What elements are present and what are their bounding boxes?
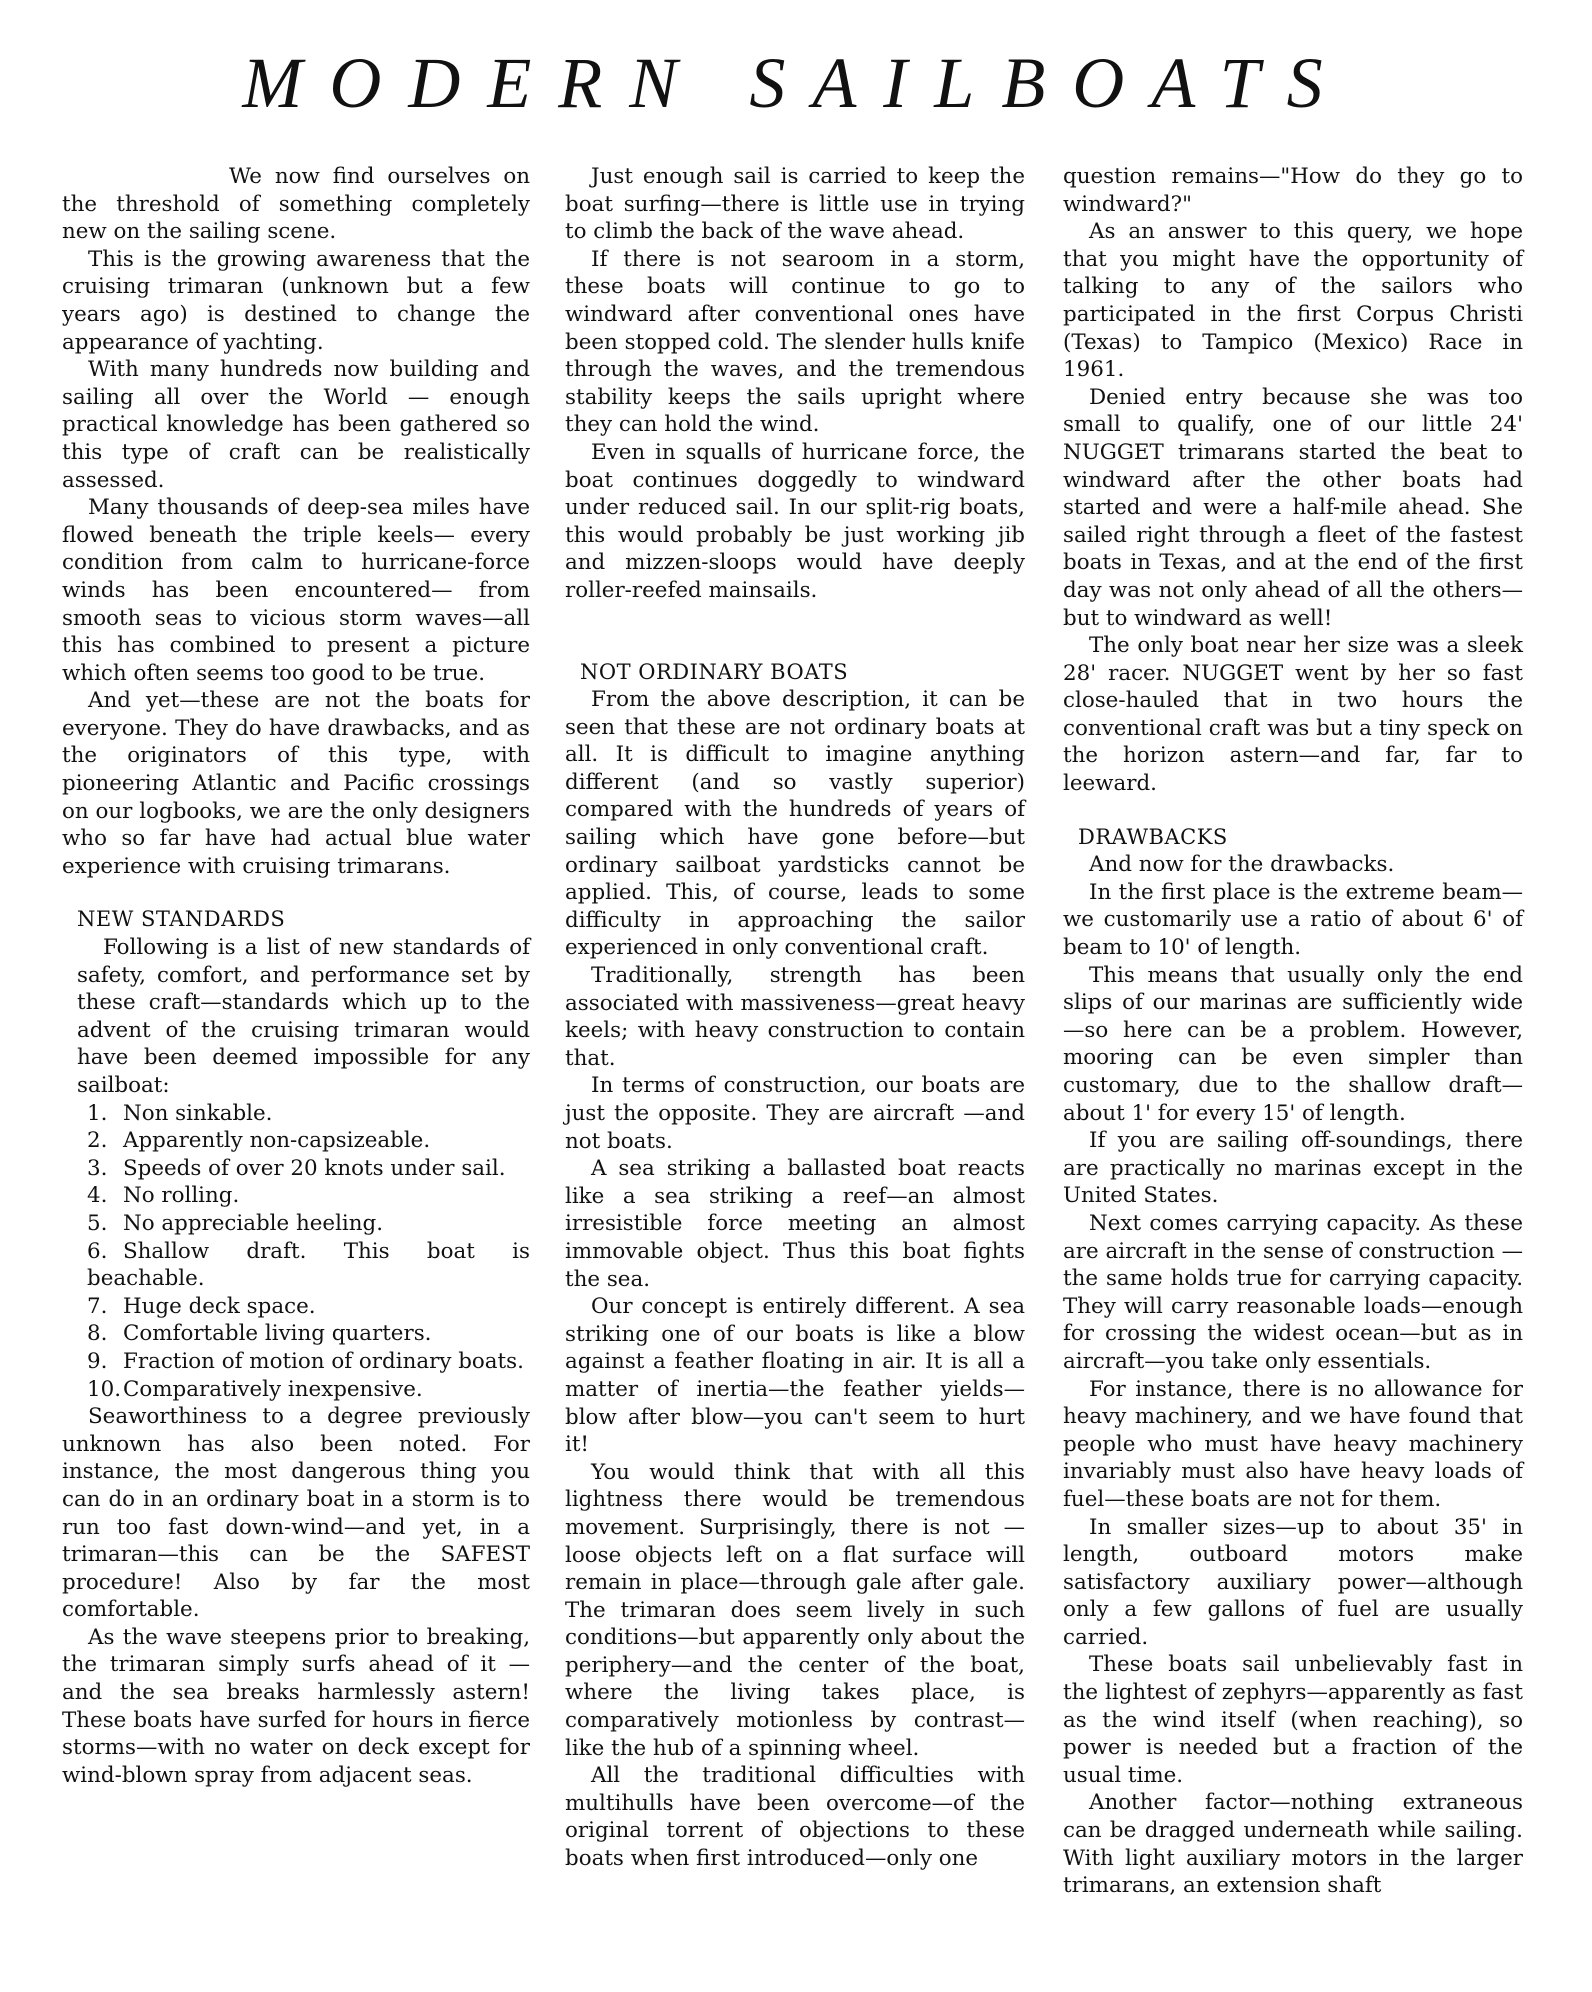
paragraph: Another factor—nothing extraneous can be dragged underneath while sailing. With light auxiliary motors in the larger trimarans, an extension shaft [1063, 1790, 1523, 1899]
list-text: No appreciable heeling. [123, 1210, 384, 1236]
column-1 [62, 163, 530, 1789]
list-item [62, 1127, 530, 1155]
paragraph: We now find ourselves on the threshold of something completely new on the sailing scene. [62, 164, 530, 245]
paragraph: Next comes carrying capacity. As these are aircraft in the sense of construction — the same holds true for carrying capacity. They will carry reasonable loads—enough for crossing the widest ocean—but as in aircraft—you take only essentials. [1063, 1210, 1523, 1374]
section-heading-drawbacks: DRAWBACKS [1078, 824, 1228, 849]
paragraph: As an answer to this query, we hope that you might have the opportunity of talking to any of the sailors who participated in the first Corpus Christi (Texas) to Tampico (Mexico) Race in 1961. [1063, 219, 1523, 383]
paragraph: The only boat near her size was a sleek 28' racer. NUGGET went by her so fast close-hauled that in two hours the conventional craft was but a tiny speck on the horizon astern—and far, far to leeward. [1063, 633, 1523, 797]
list-number: 9. [87, 1348, 108, 1374]
list-text: Apparently non-capsizeable. [123, 1128, 431, 1154]
list-text: No rolling. [123, 1183, 240, 1209]
section-heading-not-ordinary-boats: NOT ORDINARY BOATS [580, 659, 849, 684]
list-item [62, 1238, 530, 1293]
column-2 [565, 163, 1025, 1873]
paragraph: This means that usually only the end slips of our marinas are sufficiently wide—so here can be a problem. However, mooring can be even simpler than customary, due to the shallow draft— about 1' for every 15' of length. [1063, 962, 1523, 1126]
paragraph: As the wave steepens prior to breaking, the trimaran simply surfs ahead of it — and the sea breaks harmlessly astern! These boats have surfed for hours in fierce storms—with no water on deck except for wind-blown spray from adjacent seas. [62, 1624, 530, 1788]
list-number: 3. [87, 1155, 108, 1181]
paragraph: Following is a list of new standards of safety, comfort, and performance set by these craft—standards which up to the advent of the cruising trimaran would have been deemed impossible for any sailboat: [77, 935, 530, 1098]
paragraph: If you are sailing off-soundings, there are practically no marinas except in the United States. [1063, 1128, 1523, 1209]
list-number: 1. [87, 1100, 108, 1126]
list-text: Huge deck space. [123, 1293, 316, 1319]
list-number: 8. [87, 1321, 108, 1347]
list-number: 2. [87, 1128, 108, 1154]
paragraph: And now for the drawbacks. [1089, 852, 1395, 878]
list-number: 6. [87, 1238, 108, 1264]
list-text: Shallow draft. This boat is beachable. [87, 1238, 530, 1292]
list-item [62, 1100, 530, 1128]
list-text: Comfortable living quarters. [123, 1321, 432, 1347]
list-number: 10. [87, 1376, 122, 1402]
paragraph: Traditionally, strength has been associated with massiveness—great heavy keels; with heavy construction to contain that. [565, 963, 1025, 1071]
column-3 [1063, 163, 1523, 1900]
list-item [62, 1155, 530, 1183]
paragraph: This is the growing awareness that the cruising trimaran (unknown but a few years ago) is destined to change the appearance of yachting. [62, 246, 530, 355]
list-text: Non sinkable. [123, 1100, 273, 1126]
list-item [62, 1320, 530, 1348]
paragraph: From the above description, it can be seen that these are not ordinary boats at all. It is difficult to imagine anything different (and so vastly superior) compared with the hundreds of years of sailing which have gone before—but ordinary sailboat yardsticks cannot be applied. This, of course, leads to some difficulty in approaching the sailor experienced in only conventional craft. [565, 687, 1025, 961]
standards-list [62, 1100, 530, 1404]
section-heading-new-standards: NEW STANDARDS [77, 907, 286, 932]
list-text: Comparatively inexpensive. [123, 1376, 423, 1402]
paragraph: All the traditional difficulties with multihulls have been overcome—of the original torrent of objections to these boats when first introduced—only one [565, 1763, 1025, 1872]
paragraph: These boats sail unbelievably fast in the lightest of zephyrs—apparently as fast as the wind itself (when reaching), so power is needed but a fraction of the usual time. [1063, 1652, 1523, 1788]
list-text: Fraction of motion of ordinary boats. [123, 1348, 524, 1374]
paragraph: In terms of construction, our boats are just the opposite. They are aircraft —and not boats. [565, 1073, 1025, 1154]
paragraph: Our concept is entirely different. A sea striking one of our boats is like a blow against a feather floating in air. It is all a matter of inertia—the feather yields—blow after blow—you can't seem to hurt it! [565, 1294, 1025, 1458]
paragraph: Just enough sail is carried to keep the boat surfing—there is little use in trying to climb the back of the wave ahead. [565, 164, 1025, 245]
list-item [62, 1293, 530, 1321]
paragraph: Even in squalls of hurricane force, the boat continues doggedly to windward under reduced sail. In our split-rig boats, this would probably be just working jib and mizzen-sloops would have deeply roller-reefed mainsails. [565, 439, 1025, 603]
paragraph: If there is not searoom in a storm, these boats will continue to go to windward after conventional ones have been stopped cold. The slender hulls knife through the waves, and the tremendous stability keeps the sails upright where they can hold the wind. [565, 246, 1025, 438]
list-item [62, 1348, 530, 1376]
paragraph: A sea striking a ballasted boat reacts like a sea striking a reef—an almost irresistible force meeting an almost immovable object. Thus this boat fights the sea. [565, 1156, 1025, 1292]
list-item [62, 1376, 530, 1404]
page-title: MODERN SAILBOATS [242, 43, 1350, 123]
paragraph: With many hundreds now building and sailing all over the World — enough practical knowledge has been gathered so this type of craft can be realistically assessed. [62, 357, 530, 493]
paragraph: For instance, there is no allowance for heavy machinery, and we have found that people who must have heavy machinery invariably must also have heavy loads of fuel—these boats are not for them. [1063, 1376, 1523, 1512]
list-text: Speeds of over 20 knots under sail. [123, 1155, 506, 1181]
paragraph: Many thousands of deep-sea miles have flowed beneath the triple keels— every condition from calm to hurricane-force winds has been encountered— from smooth seas to vicious storm waves—all this has combined to present a picture which often seems too good to be true. [62, 495, 530, 686]
list-number: 5. [87, 1210, 108, 1236]
paragraph: You would think that with all this lightness there would be tremendous movement. Surprisingly, there is not —loose objects left on a flat surface will remain in place—through gale after gale. The trimaran does seem lively in such conditions—but apparently only about the periphery—and the center of the boat, where the living takes place, is comparatively motionless by contrast—like the hub of a spinning wheel. [565, 1459, 1025, 1761]
list-number: 7. [87, 1293, 108, 1319]
paragraph: Denied entry because she was too small to qualify, one of our little 24' NUGGET trimarans started the beat to windward after the other boats had started and were a half-mile ahead. She sailed right through a fleet of the fastest boats in Texas, and at the end of the first day was not only ahead of all the others—but to windward as well! [1063, 384, 1523, 631]
list-number: 4. [87, 1183, 108, 1209]
list-item [62, 1210, 530, 1238]
list-item [62, 1182, 530, 1210]
paragraph: In the first place is the extreme beam—we customarily use a ratio of about 6' of beam to 10' of length. [1063, 879, 1523, 961]
paragraph: And yet—these are not the boats for everyone. They do have drawbacks, and as the originators of this type, with pioneering Atlantic and Pacific crossings on our logbooks, we are the only designers who so far have had actual blue water experience with cruising trimarans. [62, 688, 530, 879]
paragraph: question remains—"How do they go to windward?" [1063, 164, 1523, 217]
paragraph: Seaworthiness to a degree previously unknown has also been noted. For instance, the most dangerous thing you can do in an ordinary boat in a storm is to run too fast down-wind—and yet, in a trimaran—this can be the SAFEST procedure! Also by far the most comfortable. [62, 1404, 530, 1623]
paragraph: In smaller sizes—up to about 35' in length, outboard motors make satisfactory auxiliary power—although only a few gallons of fuel are usually carried. [1063, 1514, 1523, 1650]
